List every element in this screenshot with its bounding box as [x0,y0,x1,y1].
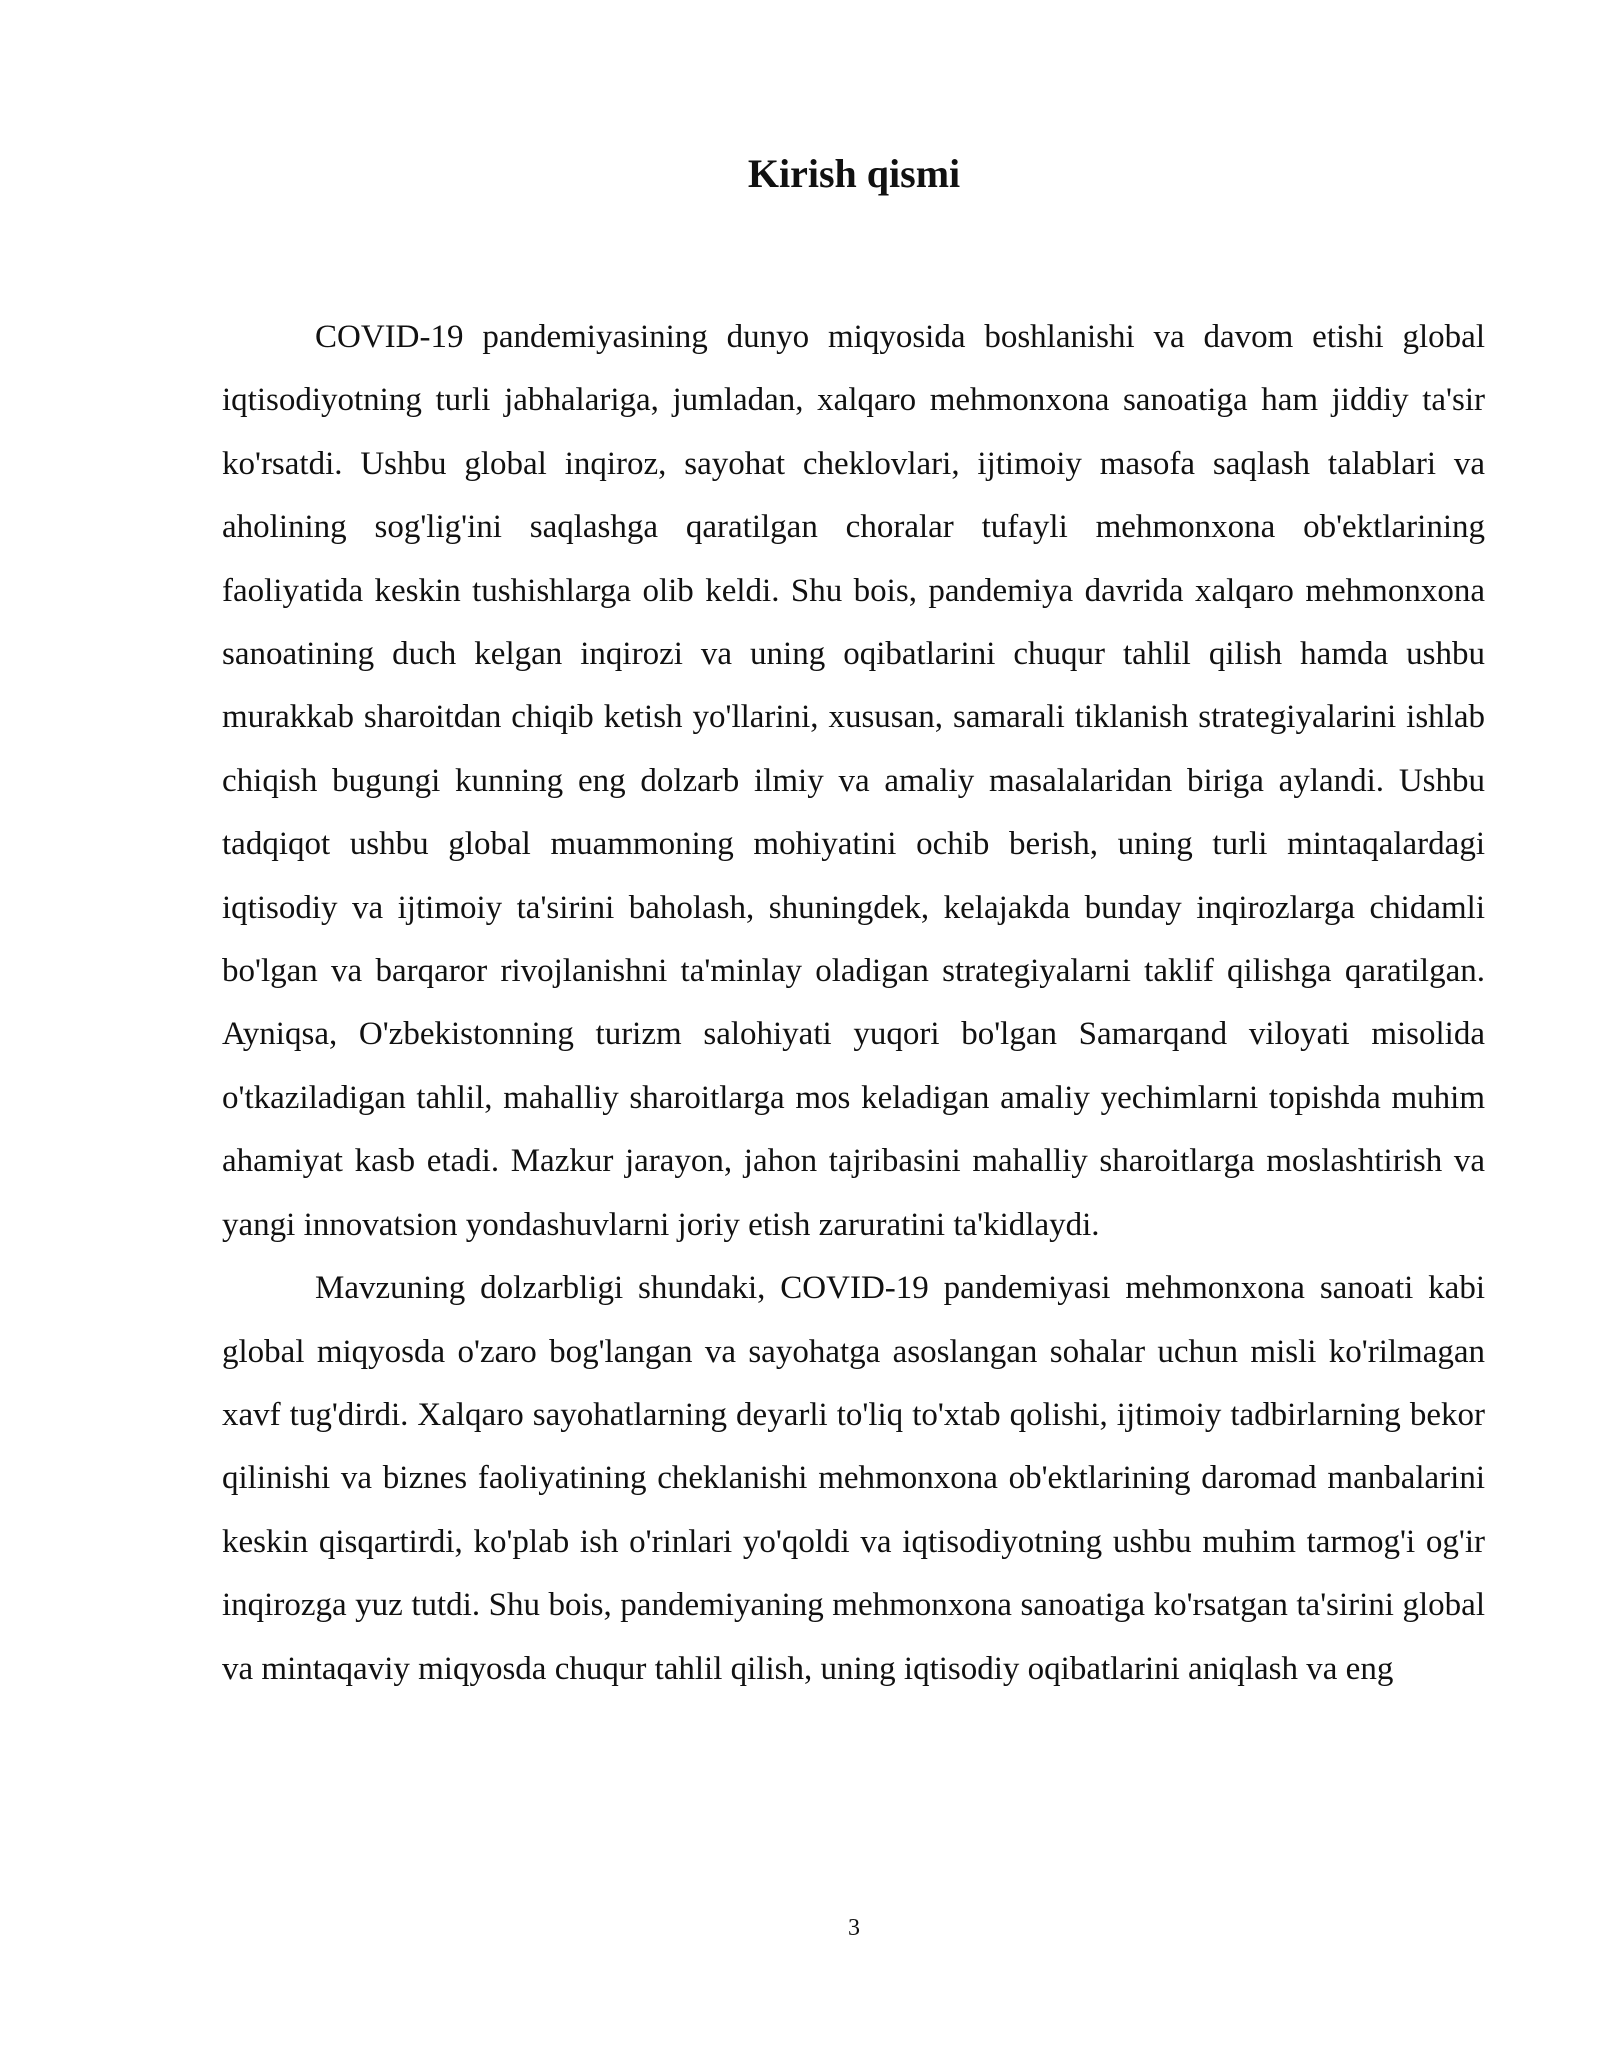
body-text [222,306,1485,1701]
section-title: Kirish qismi [747,151,961,196]
paragraph-relevance: Mavzuning dolzarbligi shundaki, COVID-19 pandemiyasi mehmonxona sanoati kabi global miqyosda o'zaro bog'langan va sayohatga asoslangan sohalar uchun misli ko'rilmagan xavf tug'dirdi. Xalqaro sayohatlarning deyarli to'liq to'xtab qolishi, ijtimoiy tadbirlarning bekor qilinishi va biznes faoliyatining cheklanishi mehmonxona ob'ektlarining daromad manbalarini keskin qisqartirdi, ko'plab ish o'rinlari yo'qoldi va iqtisodiyotning ushbu muhim tarmog'i og'ir inqirozga yuz tutdi. Shu bois, pandemiyaning mehmonxona sanoatiga ko'rsatgan ta'sirini global va mintaqaviy miqyosda chuqur tahlil qilish, uning iqtisodiy oqibatlarini aniqlash va eng [222,1270,1485,1687]
page-number: 3 [848,1915,860,1941]
paragraph-intro: COVID-19 pandemiyasining dunyo miqyosida boshlanishi va davom etishi global iqtisodiyotning turli jabhalariga, jumladan, xalqaro mehmonxona sanoatiga ham jiddiy ta'sir ko'rsatdi. Ushbu global inqiroz, sayohat cheklovlari, ijtimoiy masofa saqlash talablari va aholining sog'lig'ini saqlashga qaratilgan choralar tufayli mehmonxona ob'ektlarining faoliyatida keskin tushishlarga olib keldi. Shu bois, pandemiya davrida xalqaro mehmonxona sanoatining duch kelgan inqirozi va uning oqibatlarini chuqur tahlil qilish hamda ushbu murakkab sharoitdan chiqib ketish yo'llarini, xususan, samarali tiklanish strategiyalarini ishlab chiqish bugungi kunning eng dolzarb ilmiy va amaliy masalalaridan biriga aylandi. Ushbu tadqiqot ushbu global muammoning mohiyatini ochib berish, uning turli mintaqalardagi iqtisodiy va ijtimoiy ta'sirini baholash, shuningdek, kelajakda bunday inqirozlarga chidamli bo'lgan va barqaror rivojlanishni ta'minlay oladigan strategiyalarni taklif qilishga qaratilgan. Ayniqsa, O'zbekistonning turizm salohiyati yuqori bo'lgan Samarqand viloyati misolida o'tkaziladigan tahlil, mahalliy sharoitlarga mos keladigan amaliy yechimlarni topishda muhim ahamiyat kasb etadi. Mazkur jarayon, jahon tajribasini mahalliy sharoitlarga moslashtirish va yangi innovatsion yondashuvlarni joriy etish zaruratini ta'kidlaydi. [222,319,1485,1243]
